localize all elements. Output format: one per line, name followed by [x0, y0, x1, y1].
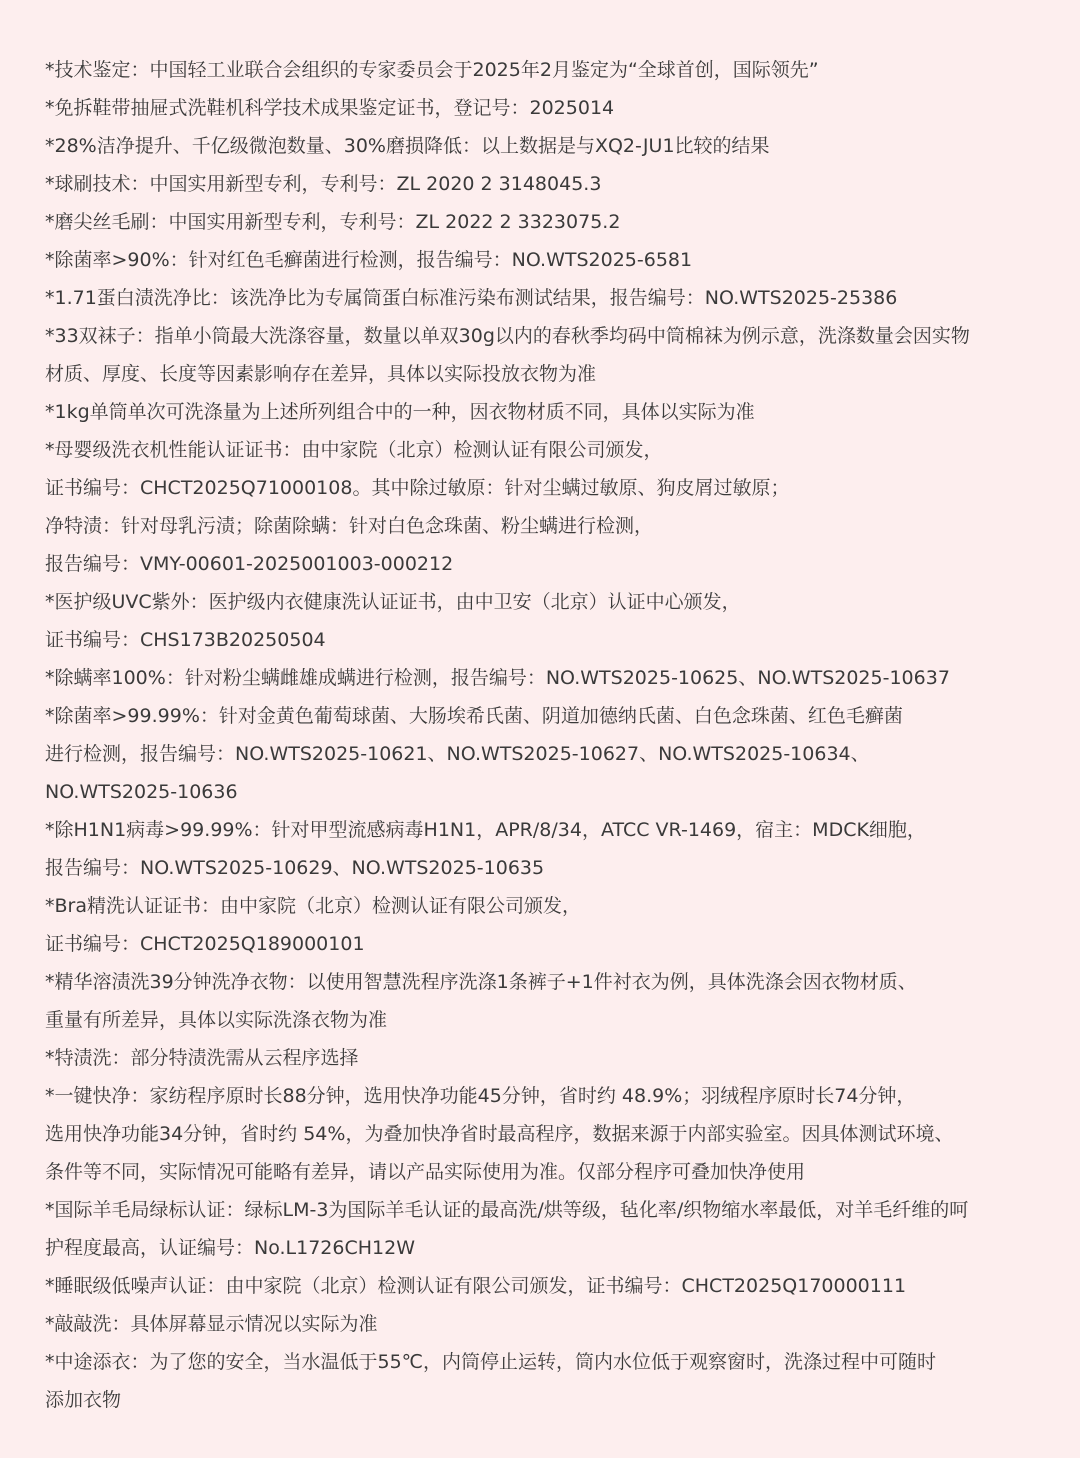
note-line: 净特渍：针对母乳污渍；除菌除螨：针对白色念珠菌、粉尘螨进行检测，: [45, 515, 654, 537]
note-line: *1kg单筒单次可洗涤量为上述所列组合中的一种，因衣物材质不同，具体以实际为准: [45, 401, 755, 423]
note-line: *球刷技术：中国实用新型专利，专利号：ZL 2020 2 3148045.3: [45, 173, 602, 195]
note-line: *国际羊毛局绿标认证：绿标LM-3为国际羊毛认证的最高洗/烘等级，毡化率/织物缩水率最低，对羊毛纤维的呵: [45, 1199, 969, 1221]
note-line: *磨尖丝毛刷：中国实用新型专利，专利号：ZL 2022 2 3323075.2: [45, 211, 621, 233]
note-line: *1.71蛋白渍洗净比：该洗净比为专属筒蛋白标准污染布测试结果，报告编号：NO.WTS2025-25386: [45, 287, 898, 309]
note-line: NO.WTS2025-10636: [45, 781, 238, 803]
note-line: *除菌率>99.99%：针对金黄色葡萄球菌、大肠埃希氏菌、阴道加德纳氏菌、白色念珠菌、红色毛癣菌: [45, 705, 903, 727]
note-line: *除H1N1病毒>99.99%：针对甲型流感病毒H1N1，APR/8/34，ATCC VR-1469，宿主：MDCK细胞，: [45, 819, 926, 841]
note-line: 添加衣物: [45, 1389, 122, 1411]
note-line: 重量有所差异，具体以实际洗涤衣物为准: [45, 1009, 388, 1031]
note-line: *母婴级洗衣机性能认证证书：由中家院（北京）检测认证有限公司颁发，: [45, 439, 663, 461]
note-line: *免拆鞋带抽屉式洗鞋机科学技术成果鉴定证书，登记号：2025014: [45, 97, 615, 119]
note-line: 报告编号：VMY-00601-2025001003-000212: [45, 553, 454, 575]
note-line: *Bra精洗认证证书：由中家院（北京）检测认证有限公司颁发，: [45, 895, 581, 917]
note-line: 证书编号：CHCT2025Q189000101: [45, 933, 365, 955]
note-line: *特渍洗：部分特渍洗需从云程序选择: [45, 1047, 359, 1069]
note-line: *精华溶渍洗39分钟洗净衣物：以使用智慧洗程序洗涤1条裤子+1件衬衣为例，具体洗涤会因衣物材质、: [45, 971, 917, 993]
note-line: *技术鉴定：中国轻工业联合会组织的专家委员会于2025年2月鉴定为“全球首创，国际领先”: [45, 59, 819, 81]
note-line: *一键快净：家纺程序原时长88分钟，选用快净功能45分钟，省时约 48.9%；羽绒程序原时长74分钟，: [45, 1085, 916, 1107]
note-line: 条件等不同，实际情况可能略有差异，请以产品实际使用为准。仅部分程序可叠加快净使用: [45, 1161, 806, 1183]
note-line: *敲敲洗：具体屏幕显示情况以实际为准: [45, 1313, 378, 1335]
disclaimer-notes: [45, 51, 1075, 1419]
note-line: 证书编号：CHS173B20250504: [45, 629, 326, 651]
note-line: *除螨率100%：针对粉尘螨雌雄成螨进行检测，报告编号：NO.WTS2025-10625、NO.WTS2025-10637: [45, 667, 950, 689]
note-line: *睡眠级低噪声认证：由中家院（北京）检测认证有限公司颁发，证书编号：CHCT2025Q170000111: [45, 1275, 907, 1297]
note-line: *除菌率>90%：针对红色毛癣菌进行检测，报告编号：NO.WTS2025-6581: [45, 249, 693, 271]
note-line: 护程度最高，认证编号：No.L1726CH12W: [45, 1237, 415, 1259]
note-line: *33双袜子：指单小筒最大洗涤容量，数量以单双30g以内的春秋季均码中筒棉袜为例示意，洗涤数量会因实物: [45, 325, 970, 347]
note-line: *中途添衣：为了您的安全，当水温低于55℃，内筒停止运转，筒内水位低于观察窗时，洗涤过程中可随时: [45, 1351, 937, 1373]
note-line: *28%洁净提升、千亿级微泡数量、30%磨损降低：以上数据是与XQ2-JU1比较的结果: [45, 135, 770, 157]
note-line: 选用快净功能34分钟，省时约 54%，为叠加快净省时最高程序，数据来源于内部实验室。因具体测试环境、: [45, 1123, 954, 1145]
note-line: 报告编号：NO.WTS2025-10629、NO.WTS2025-10635: [45, 857, 545, 879]
note-line: 证书编号：CHCT2025Q71000108。其中除过敏原：针对尘螨过敏原、狗皮屑过敏原；: [45, 477, 790, 499]
note-line: *医护级UVC紫外：医护级内衣健康洗认证证书，由中卫安（北京）认证中心颁发，: [45, 591, 741, 613]
note-line: 进行检测，报告编号：NO.WTS2025-10621、NO.WTS2025-10627、NO.WTS2025-10634、: [45, 743, 870, 765]
note-line: 材质、厚度、长度等因素影响存在差异，具体以实际投放衣物为准: [45, 363, 597, 385]
